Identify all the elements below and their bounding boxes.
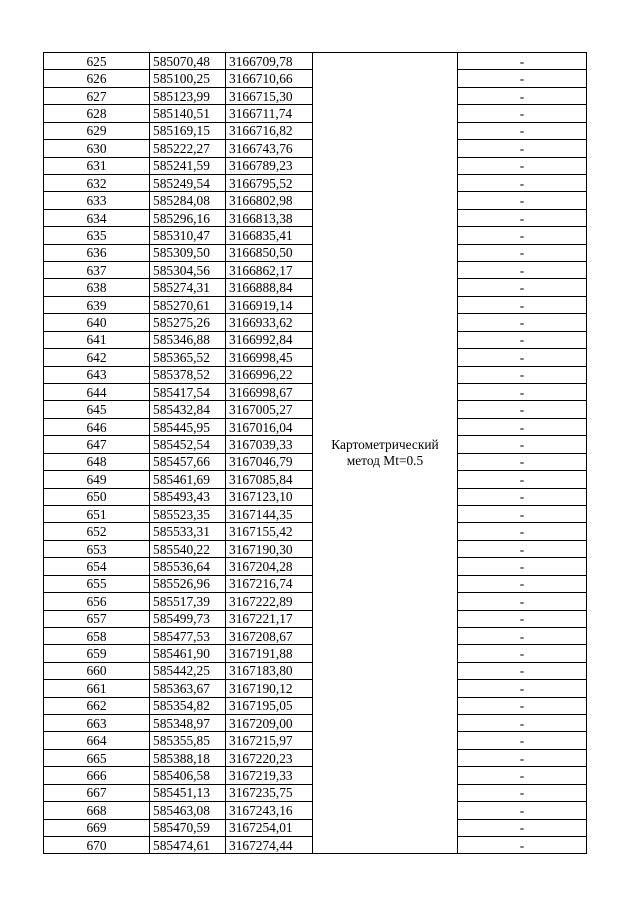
y-coordinate-cell: 3167274,44	[226, 836, 313, 853]
y-coordinate-cell: 3166996,22	[226, 366, 313, 383]
note-cell: -	[458, 279, 587, 296]
note-cell: -	[458, 157, 587, 174]
note-cell: -	[458, 697, 587, 714]
note-cell: -	[458, 331, 587, 348]
point-number-cell: 655	[44, 575, 150, 592]
point-number-cell: 625	[44, 53, 150, 70]
point-number-cell: 638	[44, 279, 150, 296]
x-coordinate-cell: 585445,95	[150, 418, 226, 435]
point-number-cell: 653	[44, 540, 150, 557]
x-coordinate-cell: 585284,08	[150, 192, 226, 209]
note-cell: -	[458, 715, 587, 732]
y-coordinate-cell: 3166835,41	[226, 227, 313, 244]
x-coordinate-cell: 585169,15	[150, 122, 226, 139]
note-cell: -	[458, 192, 587, 209]
x-coordinate-cell: 585474,61	[150, 836, 226, 853]
note-cell: -	[458, 366, 587, 383]
y-coordinate-cell: 3167190,30	[226, 540, 313, 557]
point-number-cell: 640	[44, 314, 150, 331]
y-coordinate-cell: 3167222,89	[226, 593, 313, 610]
y-coordinate-cell: 3167039,33	[226, 436, 313, 453]
y-coordinate-cell: 3167195,05	[226, 697, 313, 714]
x-coordinate-cell: 585355,85	[150, 732, 226, 749]
y-coordinate-cell: 3166789,23	[226, 157, 313, 174]
x-coordinate-cell: 585310,47	[150, 227, 226, 244]
x-coordinate-cell: 585304,56	[150, 262, 226, 279]
y-coordinate-cell: 3167005,27	[226, 401, 313, 418]
point-number-cell: 636	[44, 244, 150, 261]
note-cell: -	[458, 471, 587, 488]
note-cell: -	[458, 610, 587, 627]
x-coordinate-cell: 585477,53	[150, 627, 226, 644]
x-coordinate-cell: 585461,90	[150, 645, 226, 662]
y-coordinate-cell: 3167235,75	[226, 784, 313, 801]
x-coordinate-cell: 585274,31	[150, 279, 226, 296]
point-number-cell: 648	[44, 453, 150, 470]
point-number-cell: 659	[44, 645, 150, 662]
x-coordinate-cell: 585432,84	[150, 401, 226, 418]
y-coordinate-cell: 3167220,23	[226, 749, 313, 766]
point-number-cell: 630	[44, 140, 150, 157]
x-coordinate-cell: 585346,88	[150, 331, 226, 348]
x-coordinate-cell: 585249,54	[150, 174, 226, 191]
y-coordinate-cell: 3167191,88	[226, 645, 313, 662]
x-coordinate-cell: 585348,97	[150, 715, 226, 732]
x-coordinate-cell: 585070,48	[150, 53, 226, 70]
point-number-cell: 666	[44, 767, 150, 784]
note-cell: -	[458, 244, 587, 261]
note-cell: -	[458, 819, 587, 836]
y-coordinate-cell: 3167085,84	[226, 471, 313, 488]
point-number-cell: 628	[44, 105, 150, 122]
note-cell: -	[458, 505, 587, 522]
coordinates-table	[43, 52, 587, 854]
note-cell: -	[458, 540, 587, 557]
y-coordinate-cell: 3166998,67	[226, 384, 313, 401]
note-cell: -	[458, 227, 587, 244]
y-coordinate-cell: 3166715,30	[226, 87, 313, 104]
note-cell: -	[458, 836, 587, 853]
note-cell: -	[458, 209, 587, 226]
x-coordinate-cell: 585270,61	[150, 296, 226, 313]
method-label-line1: Картометрический	[331, 437, 439, 453]
x-coordinate-cell: 585417,54	[150, 384, 226, 401]
y-coordinate-cell: 3167219,33	[226, 767, 313, 784]
note-cell: -	[458, 767, 587, 784]
y-coordinate-cell: 3166888,84	[226, 279, 313, 296]
x-coordinate-cell: 585526,96	[150, 575, 226, 592]
x-coordinate-cell: 585470,59	[150, 819, 226, 836]
point-number-cell: 650	[44, 488, 150, 505]
point-number-cell: 635	[44, 227, 150, 244]
note-cell: -	[458, 296, 587, 313]
y-coordinate-cell: 3166862,17	[226, 262, 313, 279]
point-number-cell: 639	[44, 296, 150, 313]
y-coordinate-cell: 3166813,38	[226, 209, 313, 226]
x-coordinate-cell: 585493,43	[150, 488, 226, 505]
y-coordinate-cell: 3167190,12	[226, 680, 313, 697]
y-coordinate-cell: 3167221,17	[226, 610, 313, 627]
x-coordinate-cell: 585457,66	[150, 453, 226, 470]
note-cell: -	[458, 662, 587, 679]
point-number-cell: 646	[44, 418, 150, 435]
y-coordinate-cell: 3167209,00	[226, 715, 313, 732]
y-coordinate-cell: 3167243,16	[226, 802, 313, 819]
x-coordinate-cell: 585499,73	[150, 610, 226, 627]
point-number-cell: 644	[44, 384, 150, 401]
x-coordinate-cell: 585517,39	[150, 593, 226, 610]
note-cell: -	[458, 627, 587, 644]
note-cell: -	[458, 488, 587, 505]
x-coordinate-cell: 585388,18	[150, 749, 226, 766]
x-coordinate-cell: 585442,25	[150, 662, 226, 679]
x-coordinate-cell: 585275,26	[150, 314, 226, 331]
note-cell: -	[458, 418, 587, 435]
x-coordinate-cell: 585533,31	[150, 523, 226, 540]
x-coordinate-cell: 585140,51	[150, 105, 226, 122]
point-number-cell: 654	[44, 558, 150, 575]
y-coordinate-cell: 3167204,28	[226, 558, 313, 575]
y-coordinate-cell: 3167208,67	[226, 627, 313, 644]
note-cell: -	[458, 436, 587, 453]
y-coordinate-cell: 3166998,45	[226, 349, 313, 366]
point-number-cell: 643	[44, 366, 150, 383]
point-number-cell: 660	[44, 662, 150, 679]
point-number-cell: 627	[44, 87, 150, 104]
point-number-cell: 665	[44, 749, 150, 766]
y-coordinate-cell: 3166802,98	[226, 192, 313, 209]
y-coordinate-cell: 3166933,62	[226, 314, 313, 331]
method-label-line2: метод Mt=0.5	[346, 453, 424, 469]
x-coordinate-cell: 585523,35	[150, 505, 226, 522]
point-number-cell: 649	[44, 471, 150, 488]
note-cell: -	[458, 575, 587, 592]
y-coordinate-cell: 3167016,04	[226, 418, 313, 435]
table-row	[44, 53, 587, 70]
point-number-cell: 651	[44, 505, 150, 522]
note-cell: -	[458, 453, 587, 470]
point-number-cell: 634	[44, 209, 150, 226]
y-coordinate-cell: 3167123,10	[226, 488, 313, 505]
point-number-cell: 647	[44, 436, 150, 453]
x-coordinate-cell: 585296,16	[150, 209, 226, 226]
note-cell: -	[458, 140, 587, 157]
x-coordinate-cell: 585222,27	[150, 140, 226, 157]
x-coordinate-cell: 585309,50	[150, 244, 226, 261]
x-coordinate-cell: 585406,58	[150, 767, 226, 784]
note-cell: -	[458, 87, 587, 104]
method-cell	[313, 53, 458, 854]
note-cell: -	[458, 732, 587, 749]
y-coordinate-cell: 3166710,66	[226, 70, 313, 87]
note-cell: -	[458, 53, 587, 70]
point-number-cell: 663	[44, 715, 150, 732]
x-coordinate-cell: 585452,54	[150, 436, 226, 453]
y-coordinate-cell: 3166850,50	[226, 244, 313, 261]
point-number-cell: 668	[44, 802, 150, 819]
y-coordinate-cell: 3166716,82	[226, 122, 313, 139]
note-cell: -	[458, 401, 587, 418]
point-number-cell: 662	[44, 697, 150, 714]
y-coordinate-cell: 3167215,97	[226, 732, 313, 749]
point-number-cell: 632	[44, 174, 150, 191]
point-number-cell: 642	[44, 349, 150, 366]
y-coordinate-cell: 3167144,35	[226, 505, 313, 522]
note-cell: -	[458, 784, 587, 801]
y-coordinate-cell: 3166711,74	[226, 105, 313, 122]
y-coordinate-cell: 3166795,52	[226, 174, 313, 191]
note-cell: -	[458, 105, 587, 122]
x-coordinate-cell: 585241,59	[150, 157, 226, 174]
y-coordinate-cell: 3167046,79	[226, 453, 313, 470]
x-coordinate-cell: 585451,13	[150, 784, 226, 801]
x-coordinate-cell: 585461,69	[150, 471, 226, 488]
note-cell: -	[458, 174, 587, 191]
note-cell: -	[458, 645, 587, 662]
y-coordinate-cell: 3166992,84	[226, 331, 313, 348]
point-number-cell: 658	[44, 627, 150, 644]
point-number-cell: 657	[44, 610, 150, 627]
point-number-cell: 633	[44, 192, 150, 209]
x-coordinate-cell: 585365,52	[150, 349, 226, 366]
point-number-cell: 669	[44, 819, 150, 836]
point-number-cell: 670	[44, 836, 150, 853]
point-number-cell: 641	[44, 331, 150, 348]
point-number-cell: 637	[44, 262, 150, 279]
point-number-cell: 629	[44, 122, 150, 139]
coordinates-table-body	[44, 53, 587, 854]
y-coordinate-cell: 3166919,14	[226, 296, 313, 313]
note-cell: -	[458, 262, 587, 279]
y-coordinate-cell: 3166743,76	[226, 140, 313, 157]
point-number-cell: 661	[44, 680, 150, 697]
note-cell: -	[458, 384, 587, 401]
note-cell: -	[458, 558, 587, 575]
point-number-cell: 652	[44, 523, 150, 540]
x-coordinate-cell: 585536,64	[150, 558, 226, 575]
point-number-cell: 626	[44, 70, 150, 87]
y-coordinate-cell: 3167155,42	[226, 523, 313, 540]
point-number-cell: 631	[44, 157, 150, 174]
note-cell: -	[458, 122, 587, 139]
point-number-cell: 664	[44, 732, 150, 749]
x-coordinate-cell: 585378,52	[150, 366, 226, 383]
note-cell: -	[458, 593, 587, 610]
note-cell: -	[458, 802, 587, 819]
y-coordinate-cell: 3166709,78	[226, 53, 313, 70]
note-cell: -	[458, 749, 587, 766]
x-coordinate-cell: 585463,08	[150, 802, 226, 819]
note-cell: -	[458, 314, 587, 331]
y-coordinate-cell: 3167183,80	[226, 662, 313, 679]
point-number-cell: 667	[44, 784, 150, 801]
note-cell: -	[458, 70, 587, 87]
y-coordinate-cell: 3167254,01	[226, 819, 313, 836]
x-coordinate-cell: 585354,82	[150, 697, 226, 714]
x-coordinate-cell: 585363,67	[150, 680, 226, 697]
x-coordinate-cell: 585123,99	[150, 87, 226, 104]
point-number-cell: 645	[44, 401, 150, 418]
y-coordinate-cell: 3167216,74	[226, 575, 313, 592]
note-cell: -	[458, 680, 587, 697]
point-number-cell: 656	[44, 593, 150, 610]
x-coordinate-cell: 585100,25	[150, 70, 226, 87]
note-cell: -	[458, 523, 587, 540]
x-coordinate-cell: 585540,22	[150, 540, 226, 557]
note-cell: -	[458, 349, 587, 366]
